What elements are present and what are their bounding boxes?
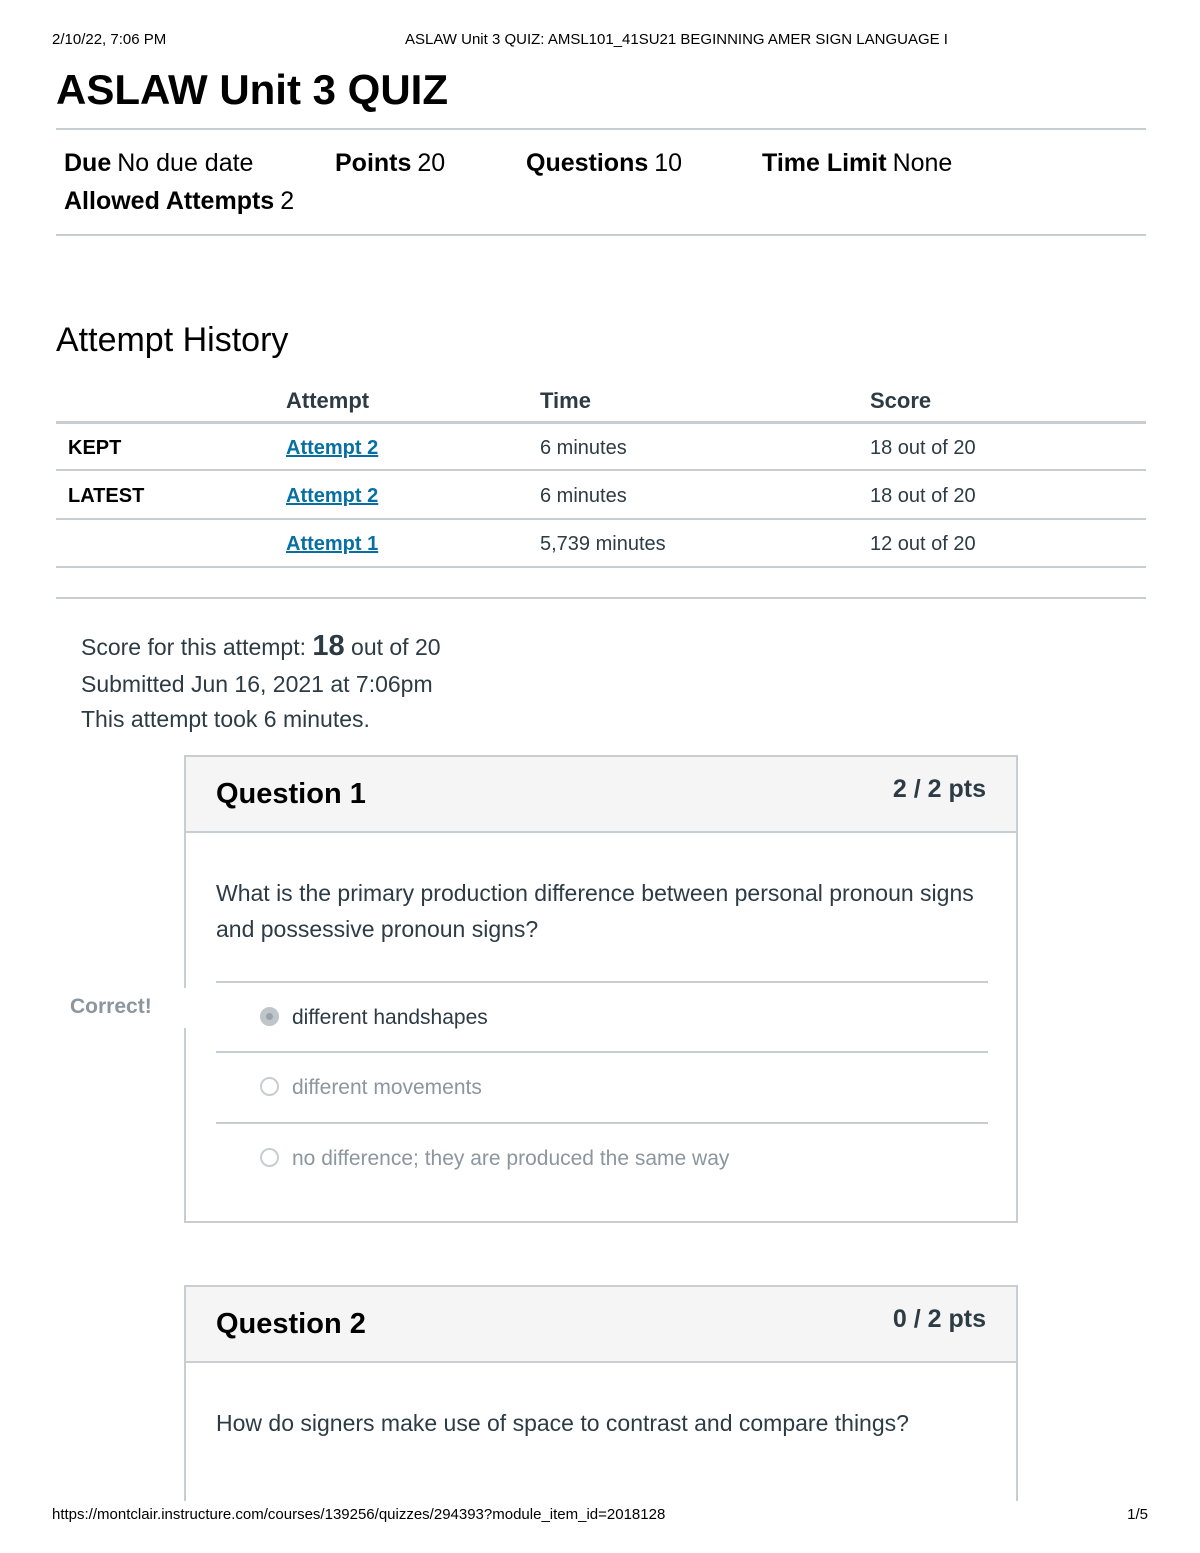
- question-card: [184, 1285, 1018, 1501]
- attempts-label: Allowed Attempts: [64, 187, 275, 215]
- print-page-number: 1/5: [1127, 1506, 1148, 1523]
- question-title: Question 2: [216, 1308, 366, 1340]
- table-row-divider: [56, 518, 1146, 520]
- print-date: 2/10/22, 7:06 PM: [52, 31, 167, 48]
- answer-option: different handshapes: [292, 1006, 488, 1029]
- attempt-score-summary: [81, 630, 441, 663]
- attempt-time: 6 minutes: [540, 437, 627, 459]
- column-header-score: Score: [870, 388, 932, 413]
- due-value: No due date: [117, 149, 254, 177]
- time-limit-info: [762, 149, 952, 178]
- score-value: 18: [312, 630, 345, 662]
- question-text: What is the primary production difference between personal pronoun signs and possessive pronoun signs?: [216, 880, 974, 942]
- score-prefix: Score for this attempt:: [81, 634, 306, 660]
- due-info: [64, 149, 253, 178]
- attempt-score: 18 out of 20: [870, 485, 976, 507]
- radio-icon[interactable]: [260, 1077, 279, 1096]
- answer-divider: [216, 981, 988, 983]
- attempt-score: 12 out of 20: [870, 533, 976, 555]
- points-info: [335, 149, 445, 178]
- attempt-time: 6 minutes: [540, 485, 627, 507]
- radio-icon[interactable]: [260, 1148, 279, 1167]
- divider: [56, 234, 1146, 236]
- answer-option: different movements: [292, 1076, 482, 1099]
- attempt-score: 18 out of 20: [870, 437, 976, 459]
- attempt-link[interactable]: Attempt 2: [286, 485, 379, 507]
- points-value: 20: [417, 149, 446, 177]
- question-points: 2 / 2 pts: [892, 775, 986, 803]
- attempt-link[interactable]: Attempt 2: [286, 437, 379, 459]
- attempt-link[interactable]: Attempt 1: [286, 533, 379, 555]
- print-title: ASLAW Unit 3 QUIZ: AMSL101_41SU21 BEGINNING AMER SIGN LANGUAGE I: [405, 31, 948, 48]
- attempts-info: [64, 187, 294, 216]
- questions-info: [526, 149, 682, 178]
- answer-option: no difference; they are produced the same way: [292, 1147, 730, 1170]
- question-header: [186, 1287, 1016, 1363]
- question-points: 0 / 2 pts: [892, 1305, 986, 1333]
- questions-value: 10: [654, 149, 683, 177]
- result-tag-notch: [180, 988, 190, 1028]
- attempt-time: 5,739 minutes: [540, 533, 666, 555]
- attempt-history-heading: Attempt History: [56, 321, 289, 359]
- radio-selected-icon[interactable]: [260, 1007, 279, 1026]
- page-title: ASLAW Unit 3 QUIZ: [56, 66, 448, 113]
- question-title: Question 1: [216, 778, 366, 810]
- due-label: Due: [64, 149, 112, 177]
- table-header-divider: [56, 421, 1146, 424]
- column-header-attempt: Attempt: [286, 388, 370, 413]
- duration-text: This attempt took 6 minutes.: [81, 706, 370, 732]
- submitted-text: Submitted Jun 16, 2021 at 7:06pm: [81, 671, 433, 697]
- table-row-divider: [56, 566, 1146, 568]
- questions-label: Questions: [526, 149, 649, 177]
- column-header-time: Time: [540, 388, 591, 413]
- question-card: [184, 755, 1018, 1223]
- table-row-divider: [56, 469, 1146, 471]
- answer-divider: [216, 1051, 988, 1053]
- divider: [56, 128, 1146, 130]
- score-suffix: out of 20: [351, 634, 441, 660]
- time-limit-label: Time Limit: [762, 149, 887, 177]
- attempts-value: 2: [280, 187, 295, 215]
- divider: [56, 597, 1146, 599]
- points-label: Points: [335, 149, 412, 177]
- row-label: KEPT: [68, 437, 122, 459]
- correct-answer-tag: Correct!: [70, 995, 152, 1018]
- time-limit-value: None: [892, 149, 953, 177]
- question-header: [186, 757, 1016, 833]
- print-url: https://montclair.instructure.com/courses/139256/quizzes/294393?module_item_id=2018128: [52, 1506, 666, 1523]
- question-text: How do signers make use of space to contrast and compare things?: [216, 1410, 909, 1436]
- row-label: LATEST: [68, 485, 145, 507]
- answer-divider: [216, 1122, 988, 1124]
